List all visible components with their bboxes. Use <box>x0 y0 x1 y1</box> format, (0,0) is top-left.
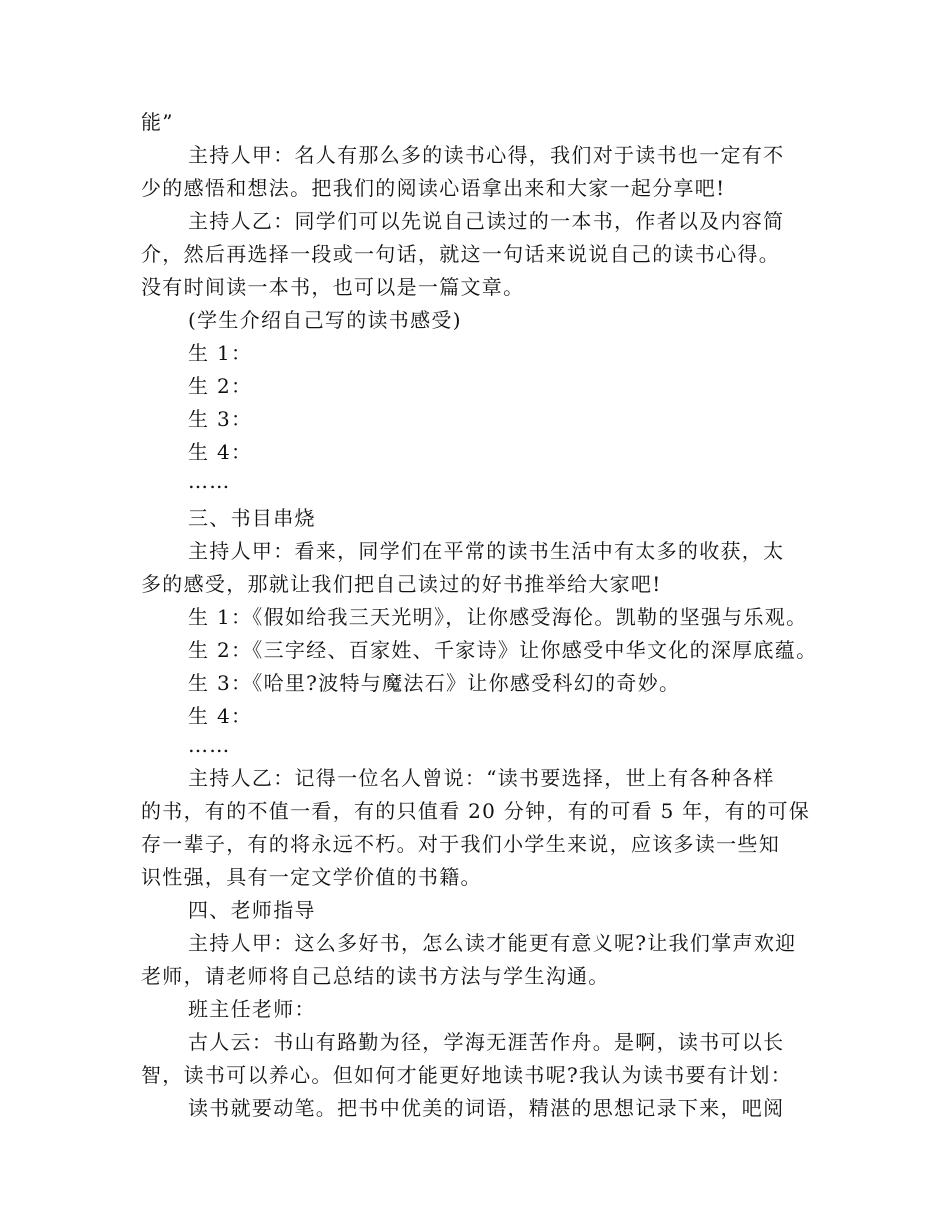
text-line: 多的感受，那就让我们把自己读过的好书推举给大家吧! <box>141 572 662 596</box>
text-line: 没有时间读一本书，也可以是一篇文章。 <box>141 275 525 299</box>
text-line: 存一辈子，有的将永远不朽。对于我们小学生来说，应该多读一些知 <box>141 832 780 856</box>
text-line: 少的感悟和想法。把我们的阅读心语拿出来和大家一起分享吧! <box>141 176 726 200</box>
ellipsis-line: …… <box>188 469 231 493</box>
text-line: 老师，请老师将自己总结的读书方法与学生沟通。 <box>141 964 610 988</box>
text-line: 主持人甲：名人有那么多的读书心得，我们对于读书也一定有不 <box>188 143 785 167</box>
text-line: 主持人乙：记得一位名人曾说：“读书要选择，世上有各种各样 <box>188 766 775 790</box>
text-line: 主持人乙：同学们可以先说自己读过的一本书，作者以及内容简 <box>188 209 785 233</box>
text-line: 生 3： <box>188 407 253 431</box>
section-heading: 三、书目串烧 <box>188 506 316 530</box>
text-line: 识性强，具有一定文学价值的书籍。 <box>141 865 482 889</box>
text-line: 能” <box>141 110 174 134</box>
section-heading: 四、老师指导 <box>188 898 316 922</box>
text-line: 智，读书可以养心。但如何才能更好地读书呢?我认为读书要有计划： <box>141 1063 793 1087</box>
text-line: 读书就要动笔。把书中优美的词语，精湛的思想记录下来，吧阅 <box>188 1096 785 1120</box>
text-line: 生 4： <box>188 440 253 464</box>
ellipsis-line: …… <box>188 733 231 757</box>
text-line: 生 1：《假如给我三天光明》，让你感受海伦。凯勒的坚强与乐观。 <box>188 605 808 629</box>
text-line: 生 3：《哈里?波特与魔法石》让你感受科幻的奇妙。 <box>188 671 681 695</box>
text-line: 介，然后再选择一段或一句话，就这一句话来说说自己的读书心得。 <box>141 242 780 266</box>
text-line: 生 2：《三字经、百家姓、千家诗》让你感受中华文化的深厚底蕴。 <box>188 638 818 662</box>
text-line: 古人云：书山有路勤为径，学海无涯苦作舟。是啊，读书可以长 <box>188 1030 785 1054</box>
text-line: 主持人甲：这么多好书，怎么读才能更有意义呢?让我们掌声欢迎 <box>188 931 797 955</box>
text-line: 的书，有的不值一看，有的只值看 20 分钟，有的可看 5 年，有的可保 <box>141 799 811 823</box>
text-line: 生 1： <box>188 341 253 365</box>
text-line: (学生介绍自己写的读书感受) <box>188 308 462 332</box>
text-line: 生 2： <box>188 374 253 398</box>
text-line: 生 4： <box>188 704 253 728</box>
text-line: 班主任老师： <box>188 997 316 1021</box>
text-line: 主持人甲：看来，同学们在平常的读书生活中有太多的收获，太 <box>188 539 785 563</box>
